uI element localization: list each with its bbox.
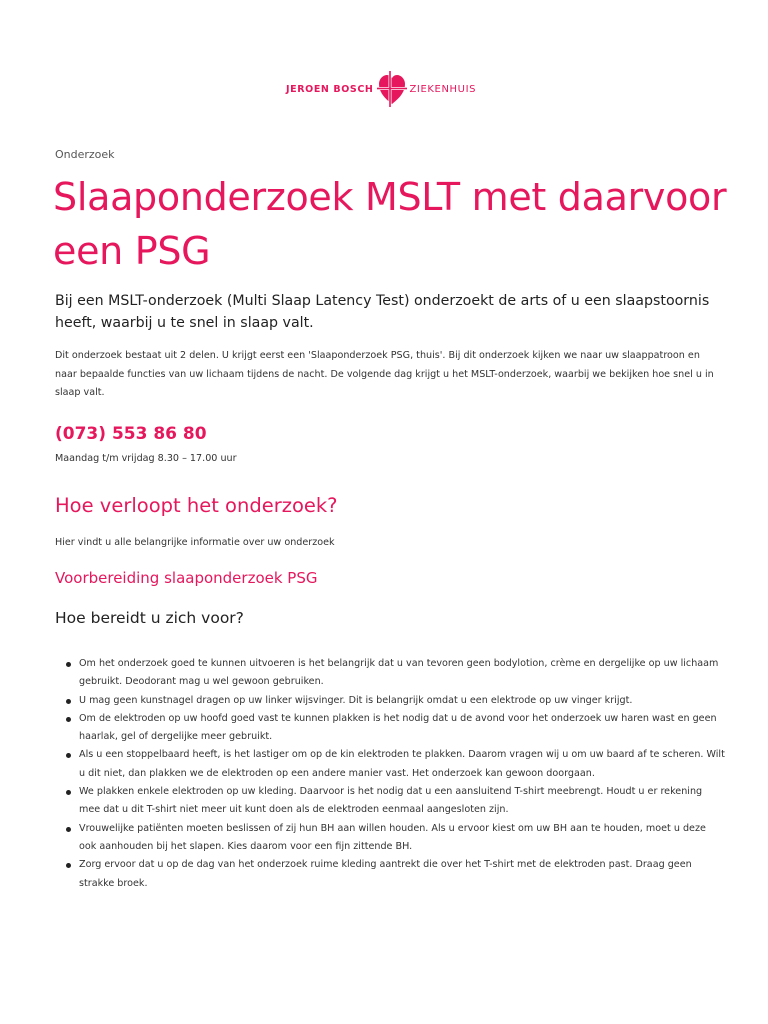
list-item-text: Om de elektroden op uw hoofd goed vast te kunnen plakken is het nodig dat u de avond voor het onderzoek uw haren wast en geen haarlak, gel of dergelijke meer gebruikt. <box>79 712 717 743</box>
phone-number[interactable]: (073) 553 86 80 <box>55 424 207 444</box>
question-heading: Hoe bereidt u zich voor? <box>55 609 244 627</box>
bullet-icon <box>66 863 71 868</box>
list-item-text: Om het onderzoek goed te kunnen uitvoeren is het belangrijk dat u van tevoren geen bodylotion, crème en dergelijke op uw lichaam gebruikt. Deodorant mag u wel gewoon gebruiken. <box>79 658 719 688</box>
list-item <box>55 820 725 857</box>
list-item-text: Vrouwelijke patiënten moeten beslissen of zij hun BH aan willen houden. Als u ervoor kiest om uw BH aan te houden, moet u deze ook aanhouden bij het slapen. Kies daarom voor een fijn zittende BH. <box>79 822 706 852</box>
lead-paragraph: Bij een MSLT-onderzoek (Multi Slaap Latency Test) onderzoekt de arts of u een slaapstoornis heeft, waarbij u te snel in slaap valt. <box>55 293 710 331</box>
list-item <box>55 655 725 692</box>
list-item <box>55 783 725 820</box>
bullet-icon <box>66 827 71 832</box>
list-item-text: Zorg ervoor dat u op de dag van het onderzoek ruime kleding aantrekt die over het T-shirt met de elektroden past. Draag geen strakke broek. <box>79 859 692 889</box>
page-category: Onderzoek <box>55 148 115 161</box>
logo-text-right: ZIEKENHUIS <box>409 83 477 95</box>
hospital-logo[interactable] <box>286 70 476 108</box>
list-item-text: Als u een stoppelbaard heeft, is het lastiger om op de kin elektroden te plakken. Daarom vragen wij u om uw baard af te scheren. Wilt u dit niet, dan plakken we de elektroden op een andere manier vast. Het onderzoek kan gewoon doorgaan. <box>79 749 725 779</box>
bullet-icon <box>66 790 71 795</box>
list-item-text: U mag geen kunstnagel dragen op uw linker wijsvinger. Dit is belangrijk omdat u een elektrode op uw vinger krijgt. <box>79 694 633 706</box>
opening-hours: Maandag t/m vrijdag 8.30 – 17.00 uur <box>55 453 237 464</box>
subsection-heading: Voorbereiding slaaponderzoek PSG <box>55 569 318 587</box>
logo-text-left: JEROEN BOSCH <box>286 83 374 95</box>
preparation-list <box>55 655 725 893</box>
intro-paragraph: Dit onderzoek bestaat uit 2 delen. U krijgt eerst een 'Slaaponderzoek PSG, thuis'. Bij dit onderzoek kijken we naar uw slaappatroon en naar bepaalde functies van uw lichaam tijdens de nacht. De volgende dag krijgt u het MSLT-onderzoek, waarbij we bekijken hoe snel u in slaap valt. <box>55 350 714 398</box>
list-item-text: We plakken enkele elektroden op uw kleding. Daarvoor is het nodig dat u een aansluitend T-shirt meebrengt. Houdt u er rekening mee dat u dit T-shirt niet meer uit kunt doen als de elektroden eenmaal aangesloten zijn. <box>79 786 703 816</box>
site-header <box>0 70 768 110</box>
page-title: Slaaponderzoek MSLT met daarvoor een PSG <box>53 175 727 273</box>
list-item <box>55 746 725 783</box>
section-intro: Hier vindt u alle belangrijke informatie over uw onderzoek <box>55 537 335 548</box>
bullet-icon <box>66 662 71 667</box>
bullet-icon <box>66 753 71 758</box>
section-heading: Hoe verloopt het onderzoek? <box>55 494 338 517</box>
list-item <box>55 710 725 747</box>
list-item <box>55 856 725 893</box>
bullet-icon <box>66 699 71 704</box>
list-item <box>55 692 725 710</box>
bullet-icon <box>66 717 71 722</box>
logo-heart-cross-icon <box>377 71 407 107</box>
